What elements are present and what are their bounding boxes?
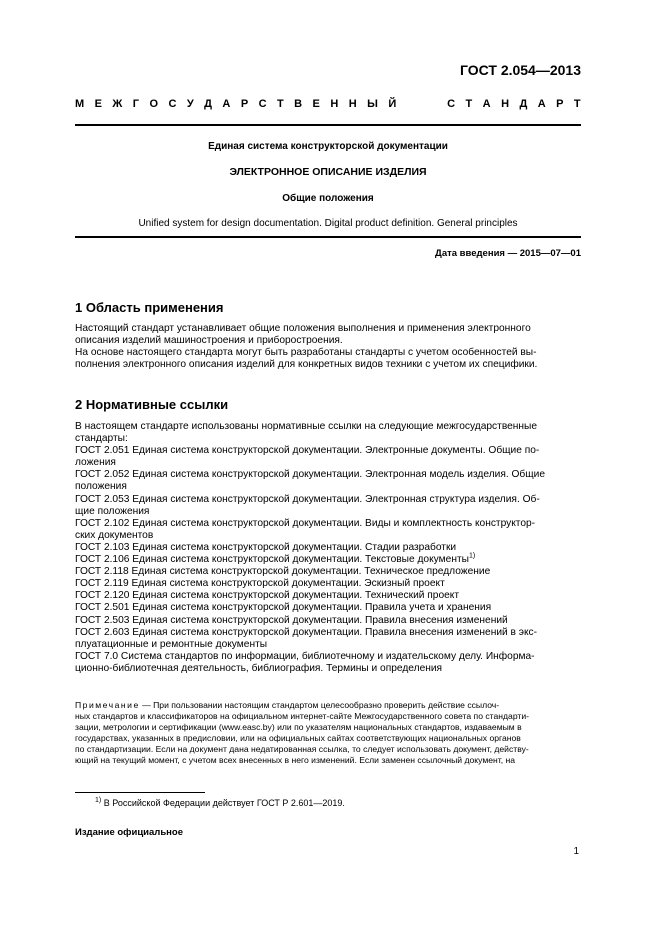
- letter: Е: [312, 98, 320, 110]
- letter: У: [186, 98, 194, 110]
- letter: Е: [94, 98, 102, 110]
- text-line: ГОСТ 2.052 Единая система конструкторской документации. Электронная модель изделия. Общие: [75, 469, 545, 481]
- text-line: Настоящий стандарт устанавливает общие положения выполнения и применения электронного: [75, 323, 531, 334]
- letter: Т: [465, 98, 473, 110]
- note-block: [75, 700, 581, 766]
- letter: Т: [573, 98, 581, 110]
- letter: А: [482, 98, 491, 110]
- edition-label: Издание официальное: [75, 827, 183, 838]
- note-line: государствах, указанных в предисловии, или на официальных сайтах соответствующих национальных органов: [75, 733, 521, 743]
- footnote: [95, 798, 345, 808]
- text-line: ГОСТ 2.501 Единая система конструкторской документации. Правила учета и хранения: [75, 602, 492, 614]
- intro-date: Дата введения — 2015—07—01: [435, 248, 581, 259]
- note-first-line: [75, 700, 581, 711]
- section-2-body: [75, 421, 581, 675]
- text-line: щие положения: [75, 505, 150, 517]
- letter: Т: [276, 98, 284, 110]
- footnote-rule: [75, 792, 205, 793]
- interstate-standard-heading: [75, 98, 581, 110]
- text-line: полнения электронного описания изделий для конкретных видов техники с учетом их специфики.: [75, 359, 538, 371]
- letter: О: [149, 98, 159, 110]
- letter: Ж: [112, 98, 123, 110]
- text-line: ГОСТ 2.503 Единая система конструкторской документации. Правила внесения изменений: [75, 614, 508, 626]
- note-text: — При пользовании настоящим стандартом целесообразно проверить действие ссылоч-: [139, 700, 500, 710]
- text-line: ских документов: [75, 529, 154, 541]
- system-name: Единая система конструкторской документации: [208, 141, 448, 152]
- bottom-title-rule: [75, 236, 581, 238]
- note-label: Примечание: [75, 700, 140, 710]
- english-title: Unified system for design documentation. Digital product definition. General principles: [138, 218, 518, 229]
- letter: А: [537, 98, 546, 110]
- document-title: ЭЛЕКТРОННОЕ ОПИСАНИЕ ИЗДЕЛИЯ: [229, 166, 427, 178]
- text-line: ГОСТ 2.118 Единая система конструкторской документации. Техническое предложение: [75, 566, 491, 578]
- text-line: описания изделий машиностроения и приборостроения.: [75, 335, 343, 347]
- letter: Н: [348, 98, 357, 110]
- text-line: ГОСТ 2.106 Единая система конструкторской документации. Текстовые документы: [75, 554, 469, 566]
- letter: Р: [556, 98, 564, 110]
- document-number: ГОСТ 2.054—2013: [459, 62, 581, 78]
- text-line: В настоящем стандарте использованы нормативные ссылки на следующие межгосударственные: [75, 421, 538, 432]
- footnote-marker: 1): [468, 552, 476, 560]
- letter: Н: [501, 98, 510, 110]
- letter: М: [75, 98, 85, 110]
- letter: Г: [132, 98, 140, 110]
- section-1-heading: 1 Область применения: [75, 300, 224, 315]
- text-line: плуатационные и ремонтные документы: [75, 638, 268, 650]
- section-1-body: [75, 323, 581, 371]
- letter: Й: [388, 98, 397, 110]
- note-line: ных стандартов и классификаторов на официальном интернет-сайте Межгосударственного совета по стандарти-: [75, 711, 530, 721]
- text-line: ГОСТ 2.051 Единая система конструкторской документации. Электронные документы. Общие по-: [75, 445, 540, 457]
- page-number: 1: [573, 846, 579, 857]
- text-line: стандарты:: [75, 433, 128, 445]
- footnote-text: В Российской Федерации действует ГОСТ Р 2.601—2019.: [101, 798, 345, 808]
- note-line: по стандартизации. Если на документ дана недатированная ссылка, то следует использовать документ, действу-: [75, 744, 529, 754]
- text-line: ГОСТ 2.103 Единая система конструкторской документации. Стадии разработки: [75, 541, 457, 553]
- letter: Д: [519, 98, 528, 110]
- letter: А: [222, 98, 231, 110]
- text-line: ционно-библиотечная деятельность, библиография. Термины и определения: [75, 662, 443, 674]
- note-line: ющий на текущий момент, с учетом всех внесенных в него изменений. Если заменен ссылочный документ, на: [75, 755, 516, 765]
- text-line: ГОСТ 2.119 Единая система конструкторской документации. Эскизный проект: [75, 578, 445, 590]
- text-line: ГОСТ 2.120 Единая система конструкторской документации. Технический проект: [75, 590, 460, 602]
- section-2-heading: 2 Нормативные ссылки: [75, 397, 229, 412]
- text-line: положения: [75, 481, 127, 493]
- text-line: На основе настоящего стандарта могут быть разработаны стандарты с учетом особенностей вы-: [75, 347, 537, 359]
- footnote-marker: 1): [95, 797, 102, 804]
- letter: С: [168, 98, 177, 110]
- letter: В: [294, 98, 303, 110]
- text-line: ГОСТ 2.603 Единая система конструкторской документации. Правила внесения изменений в экс-: [75, 626, 538, 638]
- note-line: зации, метрологии и сертификации (www.easc.by) или по указателям национальных стандартов, издаваемым в: [75, 722, 522, 732]
- text-line: ГОСТ 2.102 Единая система конструкторской документации. Виды и комплектность конструктор-: [75, 517, 536, 529]
- letter: С: [447, 98, 456, 110]
- letter: Р: [240, 98, 249, 110]
- text-line-with-footnote: [75, 554, 581, 566]
- top-rule: [75, 124, 581, 126]
- letter: Д: [204, 98, 212, 110]
- document-subtitle: Общие положения: [282, 193, 374, 204]
- letter: С: [258, 98, 267, 110]
- letter: Н: [330, 98, 339, 110]
- text-line: ложения: [75, 457, 116, 469]
- text-line: ГОСТ 7.0 Система стандартов по информации, библиотечному и издательскому делу. Информа-: [75, 650, 535, 662]
- letter: Ы: [367, 98, 378, 110]
- word-gap: [407, 98, 437, 110]
- text-line: ГОСТ 2.053 Единая система конструкторской документации. Электронная структура изделия. Об-: [75, 493, 540, 505]
